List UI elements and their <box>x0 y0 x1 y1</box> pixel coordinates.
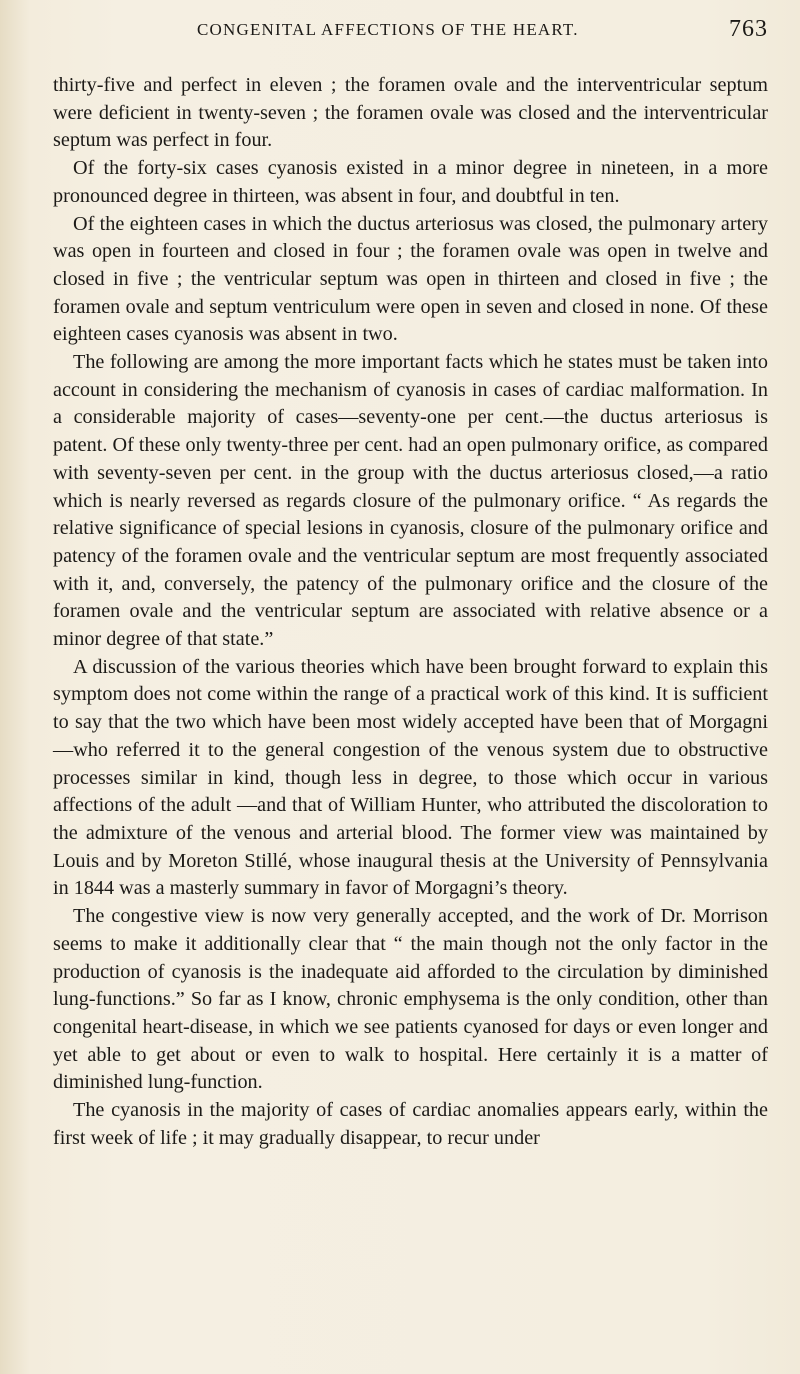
paragraph: Of the forty-six cases cyanosis existed in a minor degree in nineteen, in a more pronounced degree in thirteen, was absent in four, and doubtful in ten. <box>53 157 768 207</box>
body-text <box>53 72 768 1152</box>
paragraph: The following are among the more important facts which he states must be taken into account in considering the mechanism of cyanosis in cases of cardiac malformation. In a considerable majority of cases—seventy-one per cent.—the ductus arteriosus is patent. Of these only twenty-three per cent. had an open pulmonary orifice, as compared with seventy-seven per cent. in the group with the ductus arteriosus closed,—a ratio which is nearly reversed as regards closure of the pulmonary orifice. “ As regards the relative significance of special lesions in cyanosis, closure of the pulmonary orifice and patency of the foramen ovale and the ventricular septum are most frequently associated with it, and, conversely, the patency of the pulmonary orifice and the closure of the foramen ovale and the ventricular septum are associated with relative absence or a minor degree of that state.” <box>53 351 768 651</box>
page-number: 763 <box>729 16 768 42</box>
running-title: CONGENITAL AFFECTIONS OF THE HEART. <box>197 20 579 39</box>
paragraph: The cyanosis in the majority of cases of cardiac anomalies appears early, within the first week of life ; it may gradually disappear, to recur under <box>53 1099 768 1149</box>
paragraph: thirty-five and perfect in eleven ; the foramen ovale and the interventricular septum were deficient in twenty-seven ; the foramen ovale was closed and the interventricular septum was perfect in four. <box>53 74 768 152</box>
paragraph: The congestive view is now very generally accepted, and the work of Dr. Morrison seems to make it additionally clear that “ the main though not the only factor in the production of cyanosis is the inadequate aid afforded to the circulation by diminished lung-functions.” So far as I know, chronic emphysema is the only condition, other than congenital heart-disease, in which we see patients cyanosed for days or even longer and yet able to get about or even to walk to hospital. Here certainly it is a matter of diminished lung-function. <box>53 905 768 1094</box>
book-page <box>53 10 768 1152</box>
paragraph: Of the eighteen cases in which the ductus arteriosus was closed, the pulmonary artery was open in fourteen and closed in four ; the foramen ovale was open in twelve and closed in five ; the ventricular septum was open in thirteen and closed in five ; the foramen ovale and septum ventriculum were open in seven and closed in none. Of these eighteen cases cyanosis was absent in two. <box>53 212 768 346</box>
paragraph: A discussion of the various theories which have been brought forward to explain this symptom does not come within the range of a practical work of this kind. It is sufficient to say that the two which have been most widely accepted have been that of Morgagni—who referred it to the general congestion of the venous system due to obstructive processes similar in kind, though less in degree, to those which occur in various affections of the adult —and that of William Hunter, who attributed the discoloration to the admixture of the venous and arterial blood. The former view was maintained by Louis and by Moreton Stillé, whose inaugural thesis at the University of Pennsylvania in 1844 was a masterly summary in favor of Morgagni’s theory. <box>53 655 768 900</box>
running-head <box>53 10 768 52</box>
